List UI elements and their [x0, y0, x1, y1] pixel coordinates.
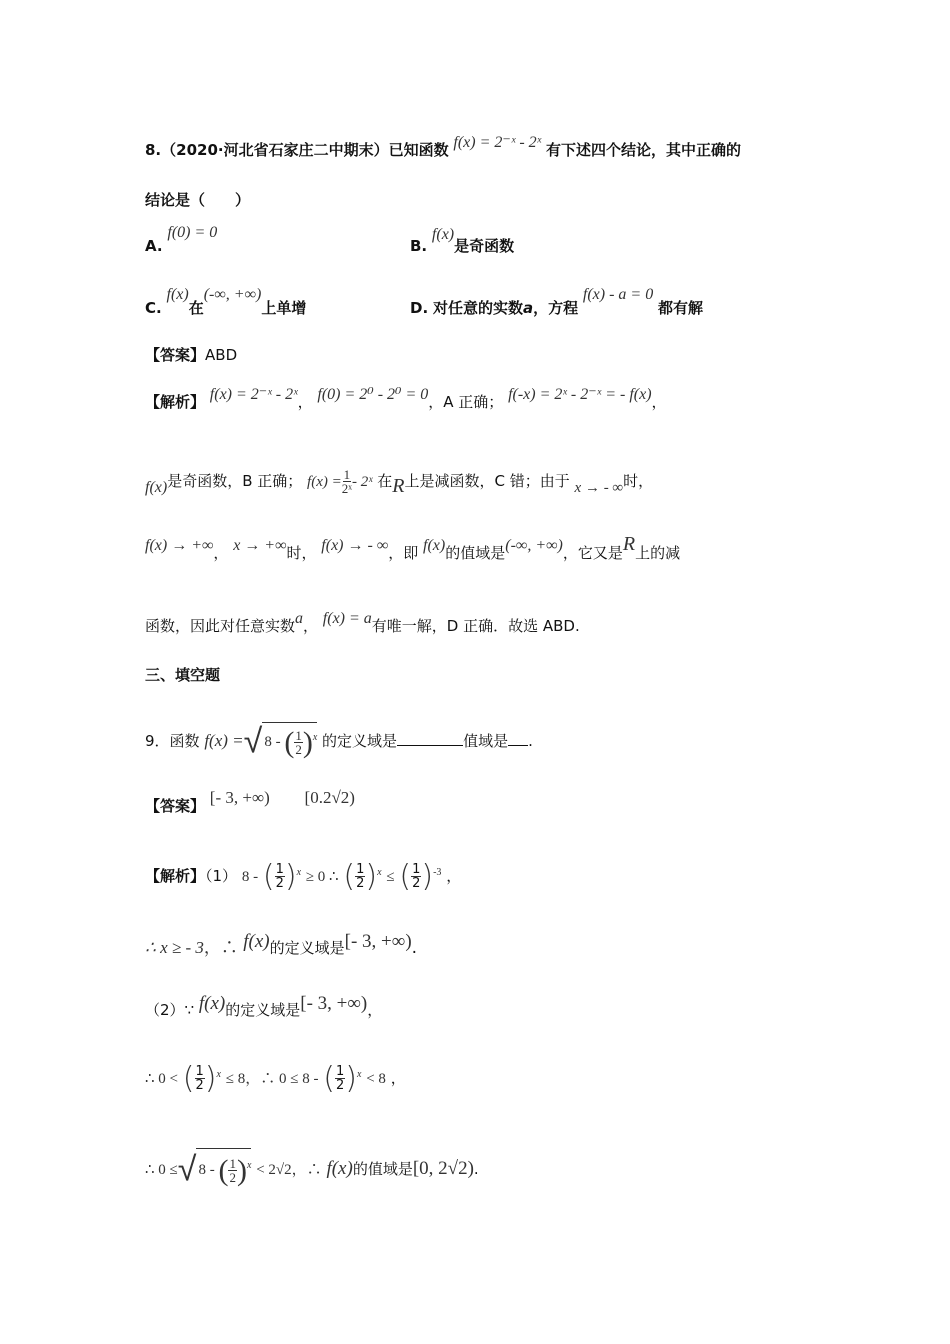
q9-step1-half2 [355, 863, 365, 890]
q9-step4-half [195, 1065, 205, 1092]
q9-step3-end: ， [367, 1001, 383, 1019]
right-paren-icon: ) [302, 725, 313, 759]
an3-text3: 的值域是 [445, 544, 506, 562]
q9-number: 9．函数 [145, 732, 200, 750]
q9-blank1[interactable] [397, 731, 463, 746]
q9-step5-a: ∴ 0 ≤ [145, 1162, 178, 1178]
half-den: 2 [356, 876, 365, 891]
q9-step2-a: ∴ x ≥ - 3 [145, 938, 204, 957]
q9-step5-c: ，∴ [291, 1162, 322, 1178]
q8-answer [145, 345, 237, 365]
half-num: 1 [229, 1156, 236, 1172]
an3-math1: f(x) → +∞ [145, 537, 214, 554]
option-d-text1: 对任意的实数 [432, 299, 523, 317]
half-num: 1 [275, 862, 284, 877]
q9-step5-radicand [196, 1148, 251, 1187]
right-paren-icon: ) [421, 858, 434, 894]
option-d-var: a [522, 299, 534, 317]
an1-math2: f(0) = 2⁰ - 2⁰ = 0 [317, 386, 429, 403]
q9-step1-c: ≤ [386, 869, 395, 885]
half-den: 2 [275, 876, 284, 891]
q8-option-a [145, 224, 218, 257]
an3-math3: f(x) → - ∞ [321, 537, 389, 554]
q9-step4-half2 [335, 1065, 345, 1092]
half-den: 2 [335, 1078, 345, 1093]
an2-text4: 时， [623, 472, 654, 490]
half-den: 2 [229, 1170, 236, 1186]
option-d-label: D. [410, 299, 429, 317]
q8-source: （2020·河北省石家庄二中期末） [161, 141, 389, 159]
half-num: 1 [335, 1064, 345, 1079]
option-d-text2: ，方程 [533, 299, 579, 317]
q9-answer-label: 【答案】 [145, 797, 206, 815]
exp-x: x [356, 1069, 362, 1080]
q9-step2-t: 的定义域是 [269, 939, 345, 957]
q9-step3-label: （2）∵ [145, 1001, 195, 1019]
answer-value: ABD [205, 346, 238, 364]
q9-fx: f(x) = [204, 731, 244, 750]
an2-text3: 上是减函数，C 错；由于 [404, 472, 570, 490]
q9-step4-c: ，∴ 0 ≤ 8 - [245, 1071, 319, 1087]
option-c-text1: 在 [188, 299, 204, 317]
q9-step1-label: （1） [205, 867, 238, 885]
option-b-label: B. [410, 237, 428, 255]
section-heading: 三、填空题 [145, 666, 221, 684]
q9-step3-t: 的定义域是 [225, 1001, 301, 1019]
q9-step2-b: ，∴ [203, 938, 238, 957]
left-paren-icon: ( [284, 725, 295, 759]
q8-analysis-line4: 函数，因此对任意实数a， f(x) = a有唯一解，D 正确．故选 ABD. [145, 610, 580, 635]
comma: ， [390, 1069, 406, 1087]
left-paren-icon: ( [323, 1060, 335, 1096]
q9-step2-f: f(x) [243, 931, 270, 952]
option-a-label: A. [145, 237, 163, 255]
q8-option-d [410, 286, 703, 319]
an3-text4: ，它又是 [562, 544, 623, 562]
half-num: 1 [412, 862, 421, 877]
an3-text1: 时， [286, 544, 317, 562]
q9-eight-minus: 8 - [264, 734, 281, 750]
q8-analysis-line1: 【解析】 f(x) = 2⁻ˣ - 2ˣ， f(0) = 2⁰ - 2⁰ = 0，A 正确； f(-x) = 2ˣ - 2⁻ˣ = - f(x)， [145, 386, 667, 411]
q9-answer [145, 788, 355, 816]
q9-exp-x: x [312, 732, 318, 743]
an2-math2b: - 2ˣ [352, 474, 373, 490]
an2-math1: f(x) [145, 479, 168, 496]
exp-x: x [246, 1160, 252, 1171]
q8-number: 8. [145, 141, 162, 159]
q9-step5-half [228, 1157, 237, 1184]
q9-step4-d: < 8 [366, 1071, 386, 1087]
option-b-text: 是奇函数 [454, 237, 515, 255]
right-paren-icon: ) [204, 1060, 217, 1096]
an2-math2a: f(x) = [307, 474, 342, 490]
q9-step5-end: . [473, 1160, 479, 1178]
q9-analysis-step5 [145, 1148, 479, 1190]
an3-text2: ，即 [388, 544, 419, 562]
an1-math3: f(-x) = 2ˣ - 2⁻ˣ = - f(x) [508, 386, 652, 403]
q9-step1-half [275, 863, 285, 890]
exp-x: x [296, 867, 302, 878]
answer-label: 【答案】 [145, 346, 206, 364]
an2-frac-den: 2ˣ [341, 481, 352, 496]
left-paren-icon: ( [182, 1060, 195, 1096]
eight-minus: 8 - [198, 1162, 215, 1178]
sqrt-icon: √ [243, 721, 263, 762]
an2-R: R [392, 475, 405, 497]
an1-text1: ，A 正确； [428, 393, 504, 411]
q9-step5-r: [0, 2√2) [412, 1158, 474, 1179]
q9-step1-b: ≥ 0 ∴ [305, 869, 339, 885]
left-paren-icon: ( [262, 858, 275, 894]
an1-math1: f(x) = 2⁻ˣ - 2ˣ [209, 386, 298, 403]
q9-radicand [262, 722, 317, 758]
an3-math4: f(x) [423, 537, 446, 554]
an2-frac-num: 1 [343, 467, 351, 482]
an3-R: R [622, 533, 636, 555]
q9-answer-2: [0.2√2) [304, 788, 355, 807]
q9-step1-a: 8 - [241, 869, 259, 885]
q9-text3: . [528, 732, 533, 750]
option-c-math1: f(x) [166, 286, 189, 303]
an2-math3: x → - ∞ [574, 480, 624, 496]
half-num: 1 [356, 862, 365, 877]
analysis-label: 【解析】 [145, 393, 206, 411]
an4-text2: 有唯一解，D 正确．故选 ABD. [371, 617, 580, 635]
q9-step4-b: ≤ 8 [225, 1071, 246, 1087]
option-c-text2: 上单增 [261, 299, 307, 317]
option-b-math: f(x) [431, 226, 455, 243]
q9-step3-f: f(x) [198, 993, 226, 1014]
half-num: 1 [195, 1064, 204, 1079]
q9-text2: 值域是 [463, 732, 509, 750]
an3-math2: x → +∞ [233, 537, 287, 554]
right-paren-icon: ) [345, 1060, 357, 1096]
an4-var: a [295, 610, 304, 627]
an3-math5: (-∞, +∞) [505, 537, 563, 554]
q8-option-b [410, 226, 515, 257]
q9-answer-1: [- 3, +∞) [209, 788, 270, 807]
exp-x: x [216, 1069, 221, 1080]
right-paren-icon: ) [236, 1153, 247, 1187]
q9-analysis-step4 [145, 1060, 406, 1094]
q9-half-num: 1 [295, 728, 302, 744]
option-a-math: f(0) = 0 [167, 224, 218, 241]
an4-text1: 函数，因此对任意实数 [145, 617, 296, 635]
left-paren-icon: ( [343, 858, 356, 894]
an2-text1: 是奇函数，B 正确； [167, 472, 303, 490]
half-den: 2 [412, 876, 421, 891]
right-paren-icon: ) [365, 858, 378, 894]
option-c-math2: (-∞, +∞) [203, 286, 262, 303]
comma: ， [446, 867, 462, 885]
option-d-math: f(x) - a = 0 [582, 286, 654, 303]
q8-function: f(x) = 2⁻ˣ - 2ˣ [453, 134, 542, 151]
q9-step2-end: . [411, 938, 418, 958]
an2-fraction [342, 468, 352, 495]
q9-step3-r: [- 3, +∞) [300, 993, 368, 1014]
q9-analysis-step3 [145, 993, 383, 1022]
left-paren-icon: ( [218, 1153, 229, 1187]
q8-stem-b: 有下述四个结论，其中正确的 [545, 141, 741, 159]
an3-text5: 上的减 [635, 544, 681, 562]
q8-analysis-line2 [145, 468, 653, 495]
q8-stem-c: 结论是（ ） [145, 191, 251, 209]
q8-stem-line1 [145, 134, 741, 161]
q9-analysis-label: 【解析】 [145, 867, 206, 885]
q9-step4-a: ∴ 0 < [145, 1071, 179, 1087]
sqrt-icon: √ [177, 1149, 197, 1190]
an4-math1: f(x) = a [322, 610, 372, 627]
q9-half-den: 2 [295, 742, 302, 758]
option-d-text3: 都有解 [657, 299, 703, 317]
q9-step5-t: 的值域是 [352, 1160, 413, 1178]
exp-x: x [377, 867, 382, 878]
q9-stem [145, 721, 533, 762]
q9-exp-m3: -3 [433, 867, 442, 878]
right-paren-icon: ) [284, 858, 297, 894]
q8-analysis-line3: f(x) → +∞， x → +∞时， f(x) → - ∞，即 f(x)的值域是(-∞, +∞)，它又是R上的减 [145, 533, 681, 562]
q9-step5-b: < 2√2 [256, 1162, 292, 1178]
q9-analysis-step1 [145, 858, 461, 892]
q9-blank2[interactable] [508, 731, 528, 746]
q9-half [294, 729, 303, 756]
q9-text1: 的定义域是 [322, 732, 398, 750]
half-den: 2 [195, 1078, 204, 1093]
q9-analysis-step2 [145, 931, 418, 960]
option-c-label: C. [145, 299, 162, 317]
q8-option-c [145, 286, 307, 319]
q9-step2-r: [- 3, +∞) [344, 931, 412, 952]
q9-step5-f: f(x) [326, 1158, 353, 1179]
left-paren-icon: ( [399, 858, 412, 894]
q9-step1-half3 [411, 863, 421, 890]
q8-stem-a: 已知函数 [388, 141, 449, 159]
an2-text2: 在 [377, 472, 393, 490]
